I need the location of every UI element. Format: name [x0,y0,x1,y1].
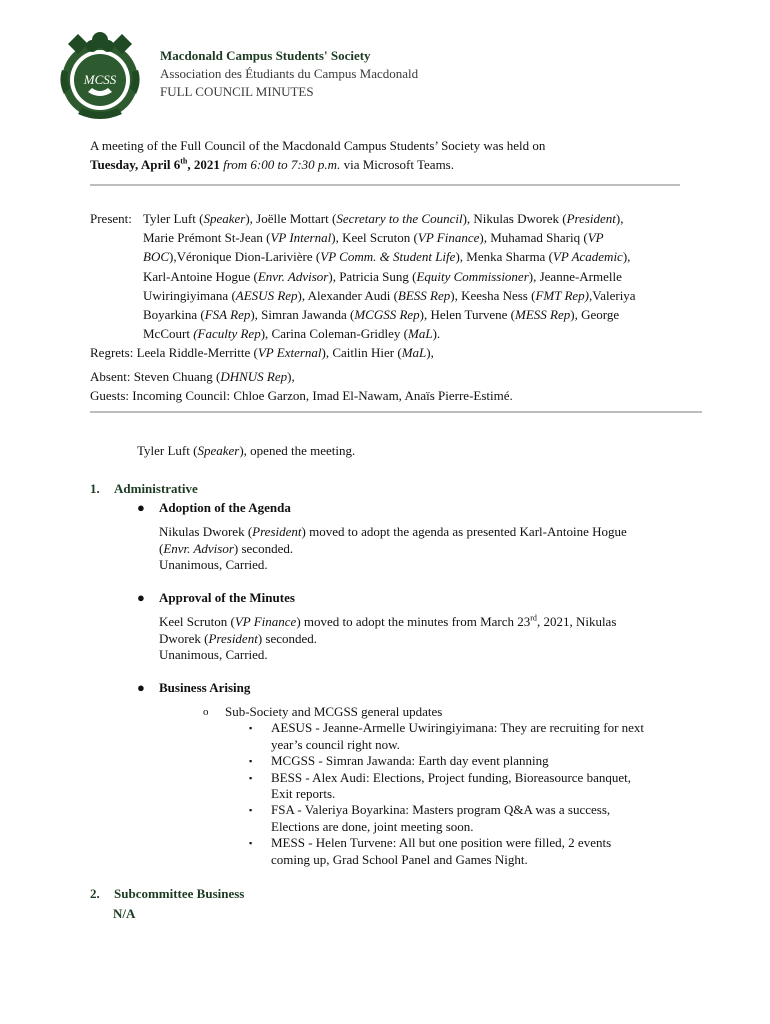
item-body-line [159,524,679,541]
text-run: ), [622,249,631,265]
role-text: VP Academic [552,249,623,265]
item-body-line [159,647,679,664]
text-run: Absent: Steven Chuang ( [90,368,221,384]
update-text-line: AESUS - Jeanne-Armelle Uwiringiyimana: They are recruiting for next [271,720,645,736]
update-text-line: BESS - Alex Audi: Elections, Project funding, Bioreasource banquet, [271,769,631,785]
square-bullet-icon: ▪ [249,756,253,767]
text-run: Valeriya [592,287,636,303]
item-body-line [159,541,679,558]
text-run: ). [432,326,441,342]
text-run: Keel Scruton ( [159,614,235,629]
present-line [143,247,690,266]
text-run: Regrets: Leela Riddle-Merritte ( [90,345,258,361]
role-text: Speaker [197,443,240,458]
text-run: ), [287,368,295,384]
present-line [143,286,690,305]
present-line [143,228,690,247]
role-text: MaL [401,345,427,361]
role-text: VP Finance [417,230,480,246]
update-bullet [249,720,683,753]
item-title-label: Adoption of the Agenda [159,500,291,515]
update-text-line: MESS - Helen Turvene: All but one position were filled, 2 events [271,835,612,851]
item-body-line [159,631,679,648]
update-text-line: MCGSS - Simran Jawanda: Earth day event planning [271,753,549,769]
divider [90,184,680,186]
role-text: MESS Rep [515,307,571,323]
agenda-item-minutes [137,590,697,664]
role-text: President [208,630,258,646]
item-body [159,614,679,664]
bullet-icon: ● [137,590,145,605]
present-row [90,209,690,343]
item-title [137,680,697,696]
bullet-icon: ● [137,500,145,515]
text-run: ), George [570,307,620,323]
present-label: Present: [90,211,132,226]
present-names [143,209,690,343]
role-text: Secretary to the Council [336,211,463,226]
text-run: ), opened the meeting. [239,443,356,458]
role-text: VP [587,230,604,246]
update-text-line: year’s council right now. [271,736,400,752]
role-text: President [252,524,302,539]
item-title-label: Approval of the Minutes [159,590,295,605]
logo-text: MCSS [83,72,117,87]
text-run: ), Caitlin Hier ( [321,345,402,361]
text-run: ), Helen Turvene ( [419,307,515,323]
update-text [271,770,631,803]
text-run: ), Joëlle Mottart ( [245,211,337,226]
doc-type: FULL COUNCIL MINUTES [160,84,314,99]
absent-line [90,367,690,386]
update-text [271,802,610,835]
text-run: ), Carina Coleman-Gridley ( [260,326,408,342]
text-run: Tyler Luft ( [143,211,204,226]
role-text: Envr. Advisor [257,268,329,284]
update-bullets [249,720,683,868]
guests-line [90,386,690,405]
meeting-intro [90,136,690,174]
meeting-opened [137,443,355,459]
update-text-line: Exit reports. [271,786,336,802]
item-title [137,590,697,606]
text-run: ), Alexander Audi ( [297,287,398,303]
date-suffix: th [180,156,188,166]
role-text: (Faculty Rep [193,326,261,342]
update-text [271,753,549,769]
meeting-platform: via Microsoft Teams. [340,157,454,172]
text-run: ), Jeanne-Armelle [528,268,622,284]
item-body-line [159,557,679,574]
role-text: President [566,211,616,226]
meeting-date: Tuesday, April 6 [90,157,181,172]
text-run: ), Muhamad Shariq ( [479,230,588,246]
role-text: Speaker [203,211,246,226]
text-run: ) moved to adopt the agenda as presented Karl-Antoine Hogue [301,524,627,539]
item-title-label: Business Arising [159,680,251,695]
text-run: ), [426,345,434,361]
org-name: Macdonald Campus Students' Society [160,48,371,63]
role-text: FSA Rep [204,307,251,323]
text-run: , 2021, Nikulas [536,614,617,629]
text-run: Boyarkina ( [143,307,205,323]
meeting-year: , 2021 [187,157,220,172]
text-run: Tyler Luft ( [137,443,198,458]
attendance-block [90,209,690,405]
item-body-line [159,614,679,631]
role-text: AESUS Rep [235,287,298,303]
present-line [143,324,690,343]
update-bullet [249,753,683,769]
text-run: ), Menka Sharma ( [455,249,553,265]
update-text-line: FSA - Valeriya Boyarkina: Masters program Q&A was a success, [271,802,611,818]
update-text-line: coming up, Grad School Panel and Games Night. [271,851,528,867]
role-text: VP Internal [270,230,332,246]
present-line [143,209,690,228]
role-text: VP Finance [234,614,297,629]
role-text: BOC [143,249,169,265]
document-header [160,47,418,101]
text-run: ), Nikulas Dworek ( [462,211,567,226]
text-run: rd [530,613,537,623]
section-heading-subcommittee: 2. Subcommittee Business [90,886,245,901]
text-run: Marie Prémont St-Jean ( [143,230,271,246]
text-run: McCourt [143,326,194,342]
text-run: ( [159,540,164,556]
text-run: ), Patricia Sung ( [328,268,417,284]
sub-society-updates [203,704,683,881]
text-run: Uwiringiyimana ( [143,287,236,303]
role-text: Equity Commissioner [416,268,529,284]
divider [90,411,702,413]
agenda-item-adoption [137,500,697,574]
text-run: ), Keel Scruton ( [331,230,418,246]
intro-line: A meeting of the Full Council of the Macdonald Campus Students’ Society was held on [90,138,546,153]
update-text [271,835,611,868]
square-bullet-icon: ▪ [249,838,253,849]
role-text: MCGSS Rep [354,307,420,323]
text-run: Unanimous, Carried. [159,557,268,572]
update-bullet [249,770,683,803]
agenda-item-business-arising [137,680,697,696]
update-text [271,720,644,753]
meeting-time: from 6:00 to 7:30 p.m. [219,157,341,172]
role-text: FMT Rep), [535,287,593,303]
update-bullet [249,802,683,835]
bullet-icon: ● [137,680,145,695]
role-text: VP External [257,345,322,361]
present-line [143,305,690,324]
text-run: Unanimous, Carried. [159,647,268,662]
update-text-line: Elections are done, joint meeting soon. [271,818,474,834]
present-line [143,267,690,286]
text-run: Nikulas Dworek ( [159,524,253,539]
subcommittee-body: N/A [113,906,136,921]
item-body [159,524,679,574]
mcss-logo [58,30,142,122]
text-run: Karl-Antoine Hogue ( [143,268,258,284]
item-title [137,500,697,516]
text-run: ), Keesha Ness ( [450,287,536,303]
org-name-fr: Association des Étudiants du Campus Macdonald [160,66,419,81]
text-run: ) seconded. [257,630,318,646]
update-bullet [249,835,683,868]
section-heading-administrative: 1. Administrative [90,481,198,496]
role-text: VP Comm. & Student Life [320,249,456,265]
square-bullet-icon: ▪ [249,805,253,816]
role-text: DHNUS Rep [220,368,288,384]
circle-bullet-icon: o [203,706,209,718]
regrets-line [90,343,690,362]
text-run: ) moved to adopt the minutes from March 23 [296,614,531,629]
meeting-date-line [90,155,690,174]
text-run: ) seconded. [233,540,294,556]
role-text: Envr. Advisor [163,540,234,556]
text-run: Dworek ( [159,630,209,646]
square-bullet-icon: ▪ [249,723,253,734]
text-run: ), [615,211,624,226]
sub-item-label: Sub-Society and MCGSS general updates [225,704,443,719]
square-bullet-icon: ▪ [249,772,253,783]
text-run: Guests: Incoming Council: Chloe Garzon, Imad El-Nawam, Anaïs Pierre-Estimé. [90,387,513,403]
role-text: MaL [408,326,433,342]
role-text: BESS Rep [397,287,451,303]
text-run: ), Simran Jawanda ( [250,307,355,323]
sub-item [203,704,683,720]
text-run: ),Véronique Dion-Larivière ( [169,249,321,265]
